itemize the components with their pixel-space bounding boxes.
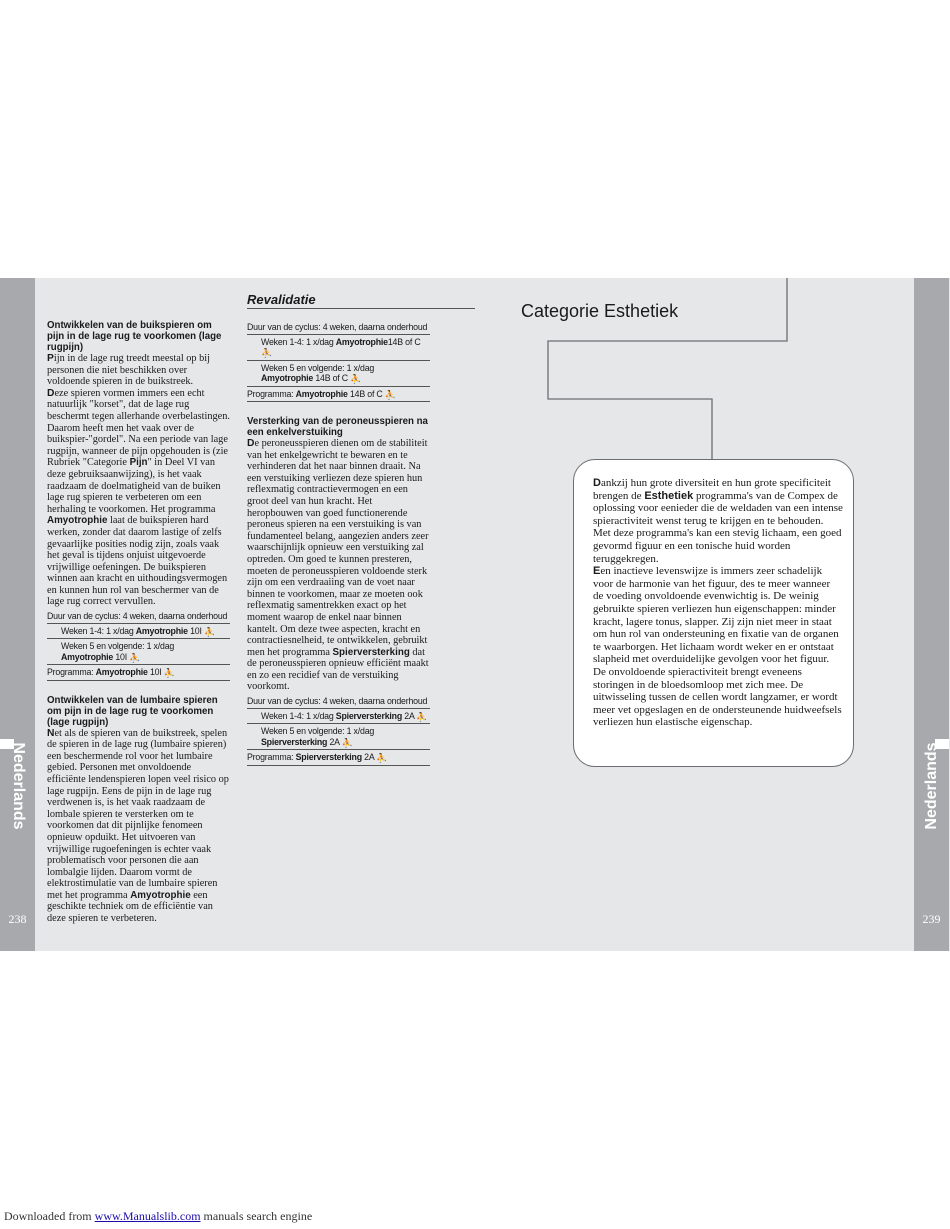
table-row: Programma: Amyotrophie 14B of C ⛹	[247, 387, 430, 403]
download-footer: Downloaded from www.Manualslib.com manuals search engine	[4, 1209, 313, 1223]
table-row: Weken 1-4: 1 x/dag Amyotrophie 10I ⛹	[47, 624, 230, 640]
person-figure-icon: ⛹	[341, 737, 353, 748]
person-figure-icon: ⛹	[376, 753, 388, 764]
manualslib-link[interactable]: www.Manualslib.com	[94, 1209, 201, 1223]
section-heading-peroneus: Versterking van de peroneusspieren na een enkelverstuiking	[247, 416, 428, 438]
paragraph: De peroneusspieren dienen om de stabiliteit van het enkelgewricht te bewaren en te verhinderen dat het naar binnen draait. Na een verstuiking verliezen deze spieren hun reflexmatig contractievermogen en een groot deel van hun kracht. Het heropbouwen van goed functionerende peroneus spieren na een verstuiking is van fundamenteel belang, aangezien anders zeer waarschijnlijk opnieuw een verstuiking zal optreden. Om goed te kunnen presteren, moeten de peroneusspieren voldoende sterk zijn om een verdraaiing van de voet naar binnen te voorkomen, maar ze moeten ook reflexmatig samentrekken exact op het moment waarop de enkel naar binnen kantelt. Om deze twee aspecten, kracht en contractiesnelheid, te ontwikkelen, gebruikt men het programma Spierversterking dat de peroneusspieren opnieuw efficiënt maakt en zo een recidief van de verstuiking voorkomt.	[247, 438, 429, 693]
table-row: Weken 1-4: 1 x/dag Spierversterking 2A ⛹	[247, 709, 430, 725]
section-heading-lumbar: Ontwikkelen van de lumbaire spieren om pijn in de lage rug te voorkomen (lage rugpijn)	[47, 694, 218, 728]
person-figure-icon: ⛹	[129, 652, 141, 663]
right-language-label: Nederlands	[922, 742, 940, 830]
table-row: Weken 5 en volgende: 1 x/dag Amyotrophie 10I ⛹	[47, 639, 230, 665]
paragraph: Net als de spieren van de buikstreek, spelen de spieren in de lage rug (lumbaire spieren) een beschermende rol voor het lumbaire gebied. Personen met onvoldoende efficiënte lendenspieren lopen veel risico op lage rugpijn. Eens de pijn in de lage rug verdwenen is, is het vaak raadzaam de lombale spieren te versterken om te voorkomen dat dit pijnlijke fenomeen opnieuw opduikt. Het uitvoeren van vrijwillige rugoefeningen is echter vaak problematisch voor personen die aan lombalgie lijden. Daarom vormt de elektrostimulatie van de lumbaire spieren met het programma Amyotrophie een geschikte techniek om de efficiëntie van deze spieren te verbeteren.	[47, 727, 229, 925]
table-row: Weken 5 en volgende: 1 x/dag Amyotrophie 14B of C ⛹	[247, 361, 430, 387]
left-language-label: Nederlands	[9, 742, 27, 830]
category-title: Categorie Esthetiek	[521, 301, 679, 321]
paragraph: Pijn in de lage rug treedt meestal op bij personen die niet beschikken over voldoende spieren in de buikstreek.	[47, 353, 210, 388]
table-row: Duur van de cyclus: 4 weken, daarna onderhoud	[247, 320, 430, 335]
table-row: Weken 5 en volgende: 1 x/dag Spierversterking 2A ⛹	[247, 724, 430, 750]
esthetiek-callout-box	[573, 459, 854, 767]
table-row: Programma: Amyotrophie 10I ⛹	[47, 665, 230, 681]
table-row: Weken 1-4: 1 x/dag Amyotrophie14B of C ⛹	[247, 335, 430, 361]
person-figure-icon: ⛹	[416, 711, 428, 722]
paragraph: Dankzij hun grote diversiteit en hun grote specificiteit brengen de Esthetiek programma's van de Compex de oplossing voor eenieder die de weldaden van een intense spieractiviteit wenst terug te krijgen en te behouden. Met deze programma's kan een stevig lichaam, een goed gevormd figuur en een tonische huid worden teruggekregen.	[593, 477, 843, 565]
person-figure-icon: ⛹	[384, 389, 396, 400]
paragraph: Een inactieve levenswijze is immers zeer schadelijk voor de harmonie van het figuur, des te meer wanneer de voeding onvoldoende evenwichtig is. De weinig gebruikte spieren verliezen hun eigenschappen: minder kracht, lagere tonus, slapper. Zij zijn niet meer in staat om hun rol van ondersteuning en fixatie van de organen te waarborgen. Het lichaam wordt weker en er ontstaat slapheid met overduidelijke gevolgen voor het figuur. De onvoldoende spieractiviteit brengt eveneens storingen in de bloedsomloop met zich mee. De uitwisseling tussen de cellen wordt langzamer, er wordt meer vet opgeslagen en de ondersteunende huidweefsels verliezen hun elastische eigenschap.	[593, 565, 842, 729]
section-title-revalidatie: Revalidatie	[247, 292, 475, 309]
section-heading-abdominal: Ontwikkelen van de buikspieren om pijn in de lage rug te voorkomen (lage rugpijn)	[47, 320, 222, 353]
table-row: Programma: Spierversterking 2A ⛹	[247, 750, 430, 766]
right-page-number: 239	[922, 912, 941, 926]
paragraph: Deze spieren vormen immers een echt natuurlijk "korset", dat de lage rug beschermt tegen allerhande overbelastingen. Daarom heeft men het vaak over de buikspier-"gordel". Na een periode van lage rugpijn, wanneer de pijn opgehouden is (zie Rubriek "Categorie Pijn" in Deel VI van deze gebruiksaanwijzing), is het vaak raadzaam de doelmatigheid van de buiken lage rug spieren te verbeteren om een herhaling te voorkomen. Het programma Amyotrophie laat de buikspieren hard werken, zonder dat daarom lastige of zelfs gevaarlijke posities nodig zijn, zoals vaak het geval is tijdens onjuist uitgevoerde vrijwillige oefeningen. De buikspieren winnen aan kracht en uithoudingsvermogen en kunnen hun rol van beschermer van de lage rug correct vervullen.	[47, 387, 230, 608]
document-spread	[0, 278, 950, 951]
left-page-number: 238	[8, 912, 27, 926]
person-figure-icon: ⛹	[203, 626, 215, 637]
table-row: Duur van de cyclus: 4 weken, daarna onderhoud	[47, 609, 230, 624]
person-figure-icon: ⛹	[163, 668, 175, 679]
right-sidebar	[914, 278, 949, 951]
table-row: Duur van de cyclus: 4 weken, daarna onderhoud	[247, 694, 430, 709]
callout-text	[593, 477, 843, 729]
person-figure-icon: ⛹	[261, 348, 273, 358]
person-figure-icon: ⛹	[350, 374, 362, 384]
